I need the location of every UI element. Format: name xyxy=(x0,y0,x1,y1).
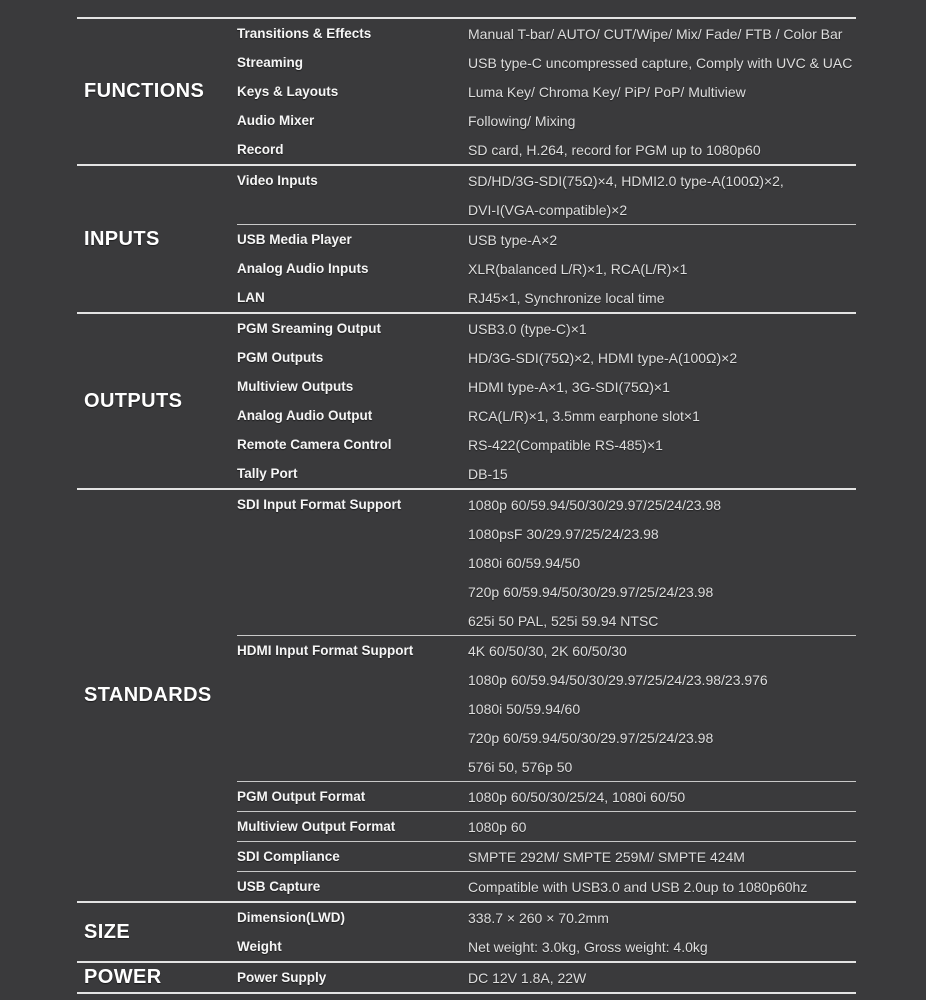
spec-label: Streaming xyxy=(237,55,304,70)
category-cell xyxy=(77,314,237,488)
spec-group xyxy=(237,490,856,635)
spec-value: Following/ Mixing xyxy=(468,112,576,129)
category-label-outputs: OUTPUTS xyxy=(84,389,183,412)
spec-value: RCA(L/R)×1, 3.5mm earphone slot×1 xyxy=(468,407,700,424)
spec-row xyxy=(237,490,856,519)
spec-label: Keys & Layouts xyxy=(237,84,339,99)
spec-label: PGM Output Format xyxy=(237,789,366,804)
section-functions xyxy=(77,17,856,164)
section-body xyxy=(237,903,856,961)
spec-group xyxy=(237,166,856,224)
spec-value: USB type-A×2 xyxy=(468,231,558,248)
spec-label: USB Media Player xyxy=(237,232,352,247)
spec-row xyxy=(237,842,856,871)
category-cell xyxy=(77,903,237,961)
spec-value: XLR(balanced L/R)×1, RCA(L/R)×1 xyxy=(468,260,688,277)
spec-value: SD card, H.264, record for PGM up to 1080p60 xyxy=(468,141,761,158)
spec-row xyxy=(237,401,856,430)
category-cell xyxy=(77,166,237,312)
spec-label: SDI Compliance xyxy=(237,849,340,864)
spec-row xyxy=(237,48,856,77)
spec-value: 1080p 60/50/30/25/24, 1080i 60/50 xyxy=(468,788,686,805)
spec-value: Manual T-bar/ AUTO/ CUT/Wipe/ Mix/ Fade/ FTB / Color Bar xyxy=(468,25,843,42)
spec-row xyxy=(237,932,856,961)
spec-row xyxy=(237,314,856,343)
spec-label: Multiview Outputs xyxy=(237,379,354,394)
spec-row xyxy=(237,372,856,401)
spec-label: Transitions & Effects xyxy=(237,26,372,41)
spec-row xyxy=(237,343,856,372)
spec-group xyxy=(237,811,856,841)
spec-row xyxy=(237,752,856,781)
spec-value: USB3.0 (type-C)×1 xyxy=(468,320,587,337)
spec-label: SDI Input Format Support xyxy=(237,497,402,512)
spec-row xyxy=(237,665,856,694)
spec-group xyxy=(237,19,856,164)
spec-row xyxy=(237,723,856,752)
section-body xyxy=(237,963,856,992)
spec-label: Tally Port xyxy=(237,466,298,481)
spec-label: PGM Outputs xyxy=(237,350,324,365)
spec-value: SD/HD/3G-SDI(75Ω)×4, HDMI2.0 type-A(100Ω)×2, xyxy=(468,172,784,189)
category-label-inputs: INPUTS xyxy=(84,227,160,250)
spec-row xyxy=(237,694,856,723)
spec-value: 338.7 × 260 × 70.2mm xyxy=(468,909,609,926)
spec-row xyxy=(237,459,856,488)
spec-value: 1080psF 30/29.97/25/24/23.98 xyxy=(468,525,659,542)
section-body xyxy=(237,314,856,488)
spec-group xyxy=(237,963,856,992)
spec-row xyxy=(237,77,856,106)
spec-value: DB-15 xyxy=(468,465,508,482)
spec-value: RJ45×1, Synchronize local time xyxy=(468,289,665,306)
spec-label: Audio Mixer xyxy=(237,113,315,128)
spec-row xyxy=(237,430,856,459)
spec-row xyxy=(237,254,856,283)
spec-label: Analog Audio Inputs xyxy=(237,261,369,276)
section-body xyxy=(237,19,856,164)
spec-row xyxy=(237,812,856,841)
spec-value: 576i 50, 576p 50 xyxy=(468,758,573,775)
spec-row xyxy=(237,166,856,195)
spec-table xyxy=(77,17,856,994)
spec-value: USB type-C uncompressed capture, Comply with UVC & UAC xyxy=(468,54,853,71)
spec-row xyxy=(237,963,856,992)
spec-row xyxy=(237,548,856,577)
spec-label: Weight xyxy=(237,939,282,954)
spec-value: DVI-I(VGA-compatible)×2 xyxy=(468,201,628,218)
category-cell xyxy=(77,963,237,992)
spec-group xyxy=(237,635,856,781)
spec-value: DC 12V 1.8A, 22W xyxy=(468,969,587,986)
spec-group xyxy=(237,841,856,871)
spec-label: LAN xyxy=(237,290,265,305)
category-label-size: SIZE xyxy=(84,920,131,943)
spec-label: Remote Camera Control xyxy=(237,437,392,452)
spec-value: Compatible with USB3.0 and USB 2.0up to 1080p60hz xyxy=(468,878,808,895)
spec-row xyxy=(237,225,856,254)
section-body xyxy=(237,166,856,312)
spec-value: 720p 60/59.94/50/30/29.97/25/24/23.98 xyxy=(468,583,714,600)
spec-value: RS-422(Compatible RS-485)×1 xyxy=(468,436,663,453)
spec-group xyxy=(237,224,856,312)
spec-value: 1080i 60/59.94/50 xyxy=(468,554,581,571)
spec-row xyxy=(237,135,856,164)
category-label-power: POWER xyxy=(84,966,162,988)
category-label-functions: FUNCTIONS xyxy=(84,80,205,102)
spec-label: USB Capture xyxy=(237,879,321,894)
spec-label: PGM Sreaming Output xyxy=(237,321,382,336)
spec-row xyxy=(237,519,856,548)
category-cell xyxy=(77,19,237,164)
spec-row xyxy=(237,872,856,901)
spec-value: HDMI type-A×1, 3G-SDI(75Ω)×1 xyxy=(468,378,670,395)
spec-row xyxy=(237,577,856,606)
spec-row xyxy=(237,782,856,811)
spec-label: Multiview Output Format xyxy=(237,819,396,834)
spec-value: 4K 60/50/30, 2K 60/50/30 xyxy=(468,642,627,659)
section-power xyxy=(77,961,856,992)
spec-value: 625i 50 PAL, 525i 59.94 NTSC xyxy=(468,612,659,629)
spec-group xyxy=(237,781,856,811)
spec-value: 1080i 50/59.94/60 xyxy=(468,700,581,717)
section-outputs xyxy=(77,312,856,488)
spec-group xyxy=(237,314,856,488)
spec-value: 1080p 60/59.94/50/30/29.97/25/24/23.98/23.976 xyxy=(468,671,768,688)
spec-value: 720p 60/59.94/50/30/29.97/25/24/23.98 xyxy=(468,729,714,746)
spec-value: SMPTE 292M/ SMPTE 259M/ SMPTE 424M xyxy=(468,848,745,865)
spec-group xyxy=(237,903,856,961)
spec-group xyxy=(237,871,856,901)
spec-label: Record xyxy=(237,142,284,157)
spec-value: Luma Key/ Chroma Key/ PiP/ PoP/ Multiview xyxy=(468,83,746,100)
spec-row xyxy=(237,106,856,135)
spec-row xyxy=(237,636,856,665)
spec-row xyxy=(237,283,856,312)
category-cell xyxy=(77,490,237,901)
spec-value: HD/3G-SDI(75Ω)×2, HDMI type-A(100Ω)×2 xyxy=(468,349,738,366)
spec-row xyxy=(237,19,856,48)
spec-label: Analog Audio Output xyxy=(237,408,373,423)
section-body xyxy=(237,490,856,901)
spec-label: HDMI Input Format Support xyxy=(237,643,414,658)
spec-row xyxy=(237,606,856,635)
section-standards xyxy=(77,488,856,901)
spec-label: Dimension(LWD) xyxy=(237,910,345,925)
spec-value: 1080p 60/59.94/50/30/29.97/25/24/23.98 xyxy=(468,496,722,513)
section-size xyxy=(77,901,856,961)
category-label-standards: STANDARDS xyxy=(84,684,212,706)
spec-value: Net weight: 3.0kg, Gross weight: 4.0kg xyxy=(468,938,708,955)
section-inputs xyxy=(77,164,856,312)
spec-value: 1080p 60 xyxy=(468,818,527,835)
spec-label: Power Supply xyxy=(237,970,327,985)
spec-row xyxy=(237,903,856,932)
spec-row xyxy=(237,195,856,224)
spec-label: Video Inputs xyxy=(237,173,318,188)
